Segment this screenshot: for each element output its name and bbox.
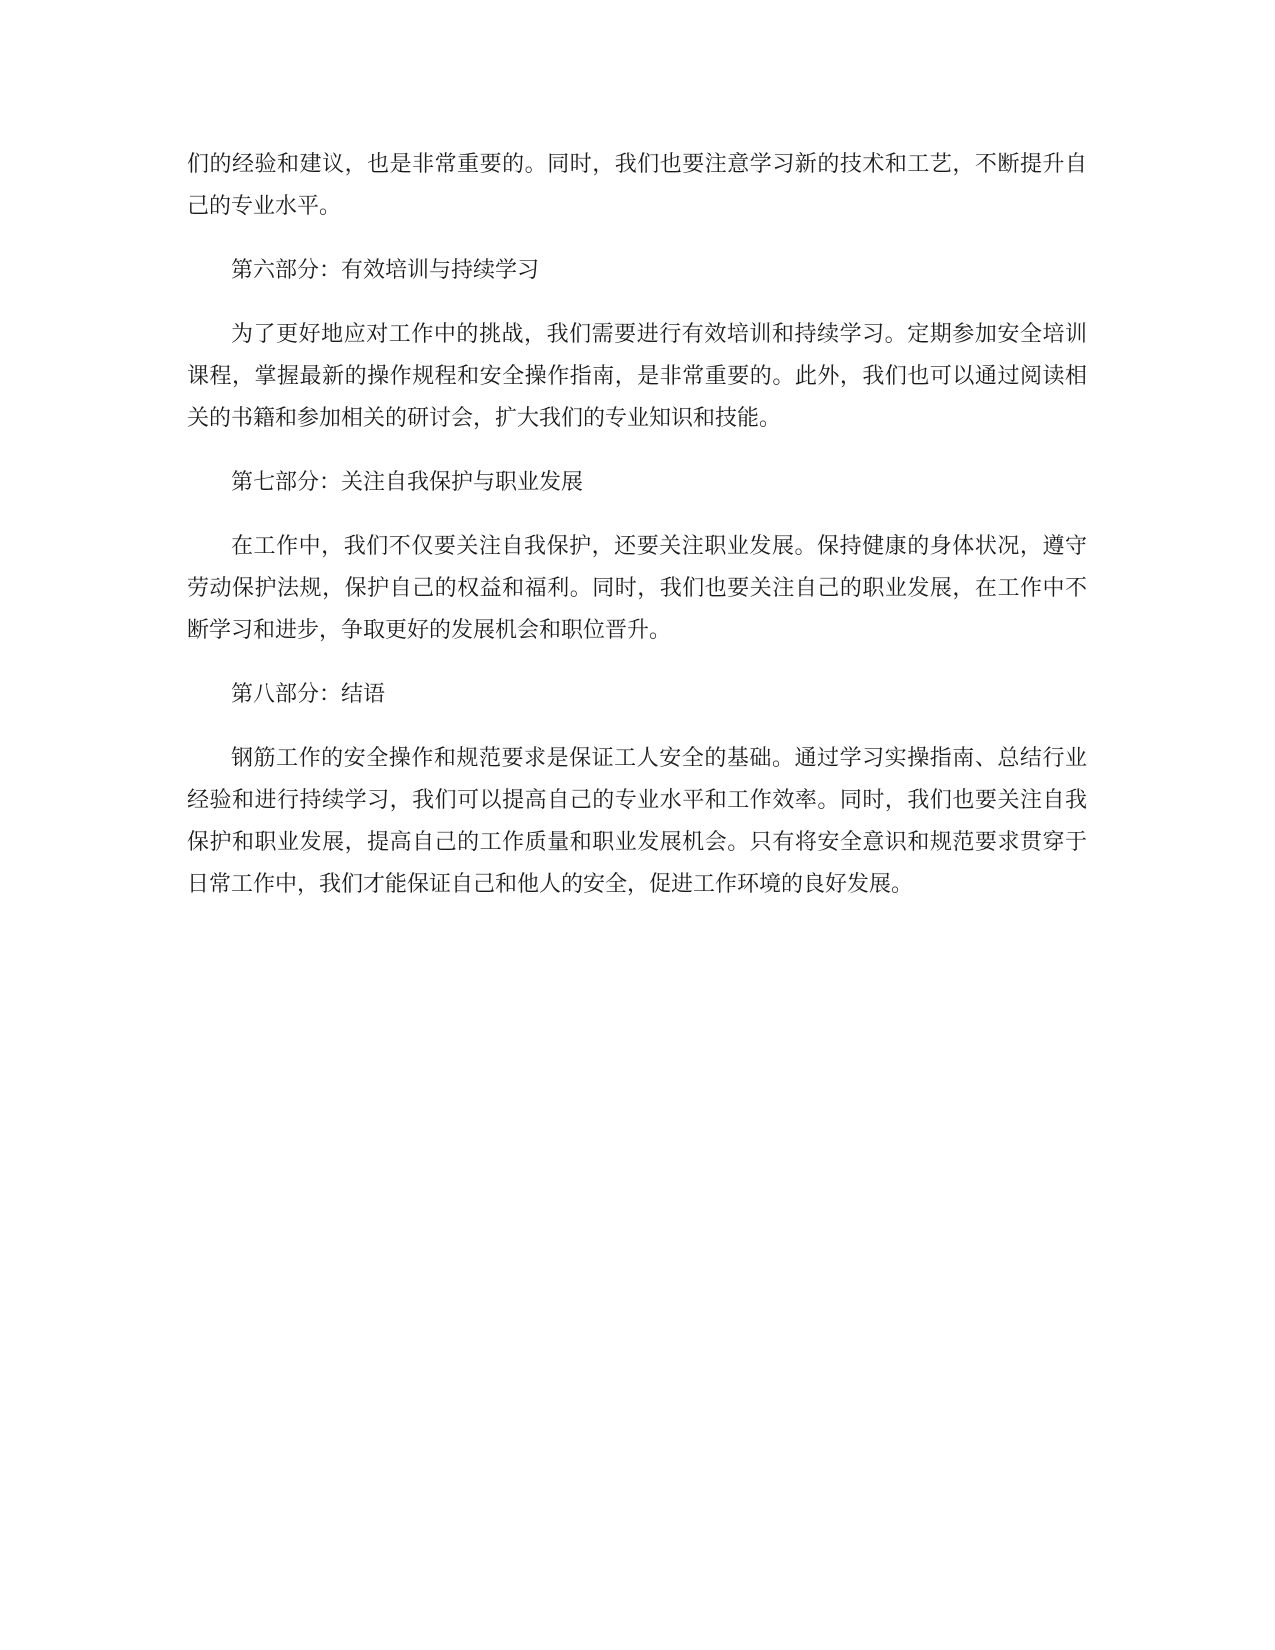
section-8-paragraph: 钢筋工作的安全操作和规范要求是保证工人安全的基础。通过学习实操指南、总结行业经验和进行持续学习，我们可以提高自己的专业水平和工作效率。同时，我们也要关注自我保护和职业发展，提高自己的工作质量和职业发展机会。只有将安全意识和规范要求贯穿于日常工作中，我们才能保证自己和他人的安全，促进工作环境的良好发展。 [187, 746, 1087, 897]
section-7-heading: 第七部分：关注自我保护与职业发展 [231, 470, 584, 495]
intro-continuation-paragraph: 们的经验和建议，也是非常重要的。同时，我们也要注意学习新的技术和工艺，不断提升自己的专业水平。 [187, 152, 1087, 219]
document-body [187, 144, 1087, 928]
section-6-heading: 第六部分：有效培训与持续学习 [231, 258, 540, 283]
section-6-paragraph: 为了更好地应对工作中的挑战，我们需要进行有效培训和持续学习。定期参加安全培训课程，掌握最新的操作规程和安全操作指南，是非常重要的。此外，我们也可以通过阅读相关的书籍和参加相关的研讨会，扩大我们的专业知识和技能。 [187, 322, 1087, 431]
section-8-heading: 第八部分：结语 [231, 682, 386, 707]
section-7-paragraph: 在工作中，我们不仅要关注自我保护，还要关注职业发展。保持健康的身体状况，遵守劳动保护法规，保护自己的权益和福利。同时，我们也要关注自己的职业发展，在工作中不断学习和进步，争取更好的发展机会和职位晋升。 [187, 534, 1087, 643]
